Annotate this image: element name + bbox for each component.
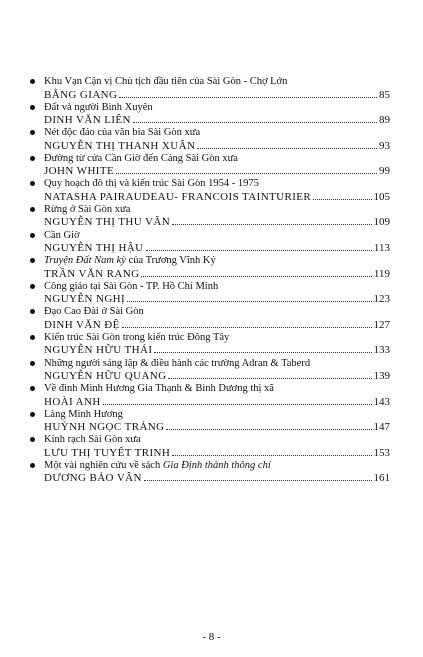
toc-entry-author-row — [44, 293, 390, 305]
toc-entry-page: 153 — [373, 446, 390, 459]
toc-entry-author-row — [44, 370, 390, 382]
dot-leader — [313, 199, 371, 200]
toc-entry-author: DINH VĂN LIÊN — [44, 114, 131, 127]
toc-entry — [30, 460, 390, 486]
toc-entry-page: 161 — [373, 472, 390, 485]
dot-leader — [166, 429, 371, 430]
bullet-icon — [30, 233, 35, 238]
toc-entry — [30, 204, 390, 230]
bullet-icon — [30, 284, 35, 289]
toc-entry-author-row — [44, 447, 390, 459]
toc-entry-title-row — [30, 102, 390, 114]
toc-entry-title-row — [30, 204, 390, 216]
toc-entry — [30, 102, 390, 128]
toc-entry — [30, 281, 390, 307]
toc-entry-title-rest: Một vài nghiên cứu về sách — [44, 459, 163, 471]
toc-entry — [30, 178, 390, 204]
toc-entry-title-row — [30, 409, 390, 421]
toc-entry-author-row — [44, 216, 390, 228]
toc-entry-author: NGUYỄN NGHỊ — [44, 293, 126, 306]
toc-entry-title-rest: của Trương Vĩnh Ký — [125, 255, 216, 267]
toc-entry-page: 105 — [373, 190, 390, 203]
toc-entry-title-row — [30, 281, 390, 293]
bullet-icon — [30, 258, 35, 263]
toc-entry-title: Rừng ở Sài Gòn xưa — [44, 203, 131, 215]
toc-entry-author-row — [44, 319, 390, 331]
toc-entry-title: Đường từ cửa Cần Giờ đến Cảng Sài Gòn xưa — [44, 152, 238, 164]
toc-entry-author: JOHN WHITE — [44, 165, 115, 178]
toc-entry-title-row — [30, 127, 390, 139]
toc-entry-author: LƯU THỊ TUYẾT TRINH — [44, 446, 171, 459]
toc-entry-author: NGUYỄN THỊ THANH XUÂN — [44, 139, 196, 152]
dot-leader — [103, 404, 372, 405]
toc-entry-title-row — [30, 332, 390, 344]
toc-entry-page: 93 — [379, 139, 390, 152]
bullet-icon — [30, 207, 35, 212]
toc-entry-author: NGUYỄN HỮU QUANG — [44, 370, 167, 383]
dot-leader — [141, 276, 371, 277]
toc-entry-title-italic: Truyện Đất Nam kỳ — [44, 255, 126, 267]
toc-entry-page: 127 — [373, 318, 390, 331]
bullet-icon — [30, 463, 35, 468]
toc-entry-title-row — [30, 255, 390, 267]
table-of-contents — [30, 76, 390, 486]
dot-leader — [133, 122, 377, 123]
toc-entry-title: Đạo Cao Đài ở Sài Gòn — [44, 306, 144, 318]
bullet-icon — [30, 105, 35, 110]
toc-entry-title-row — [30, 460, 390, 472]
toc-entry-title: Về đình Minh Hương Gia Thạnh & Bình Dương thị xã — [44, 383, 274, 395]
toc-entry-title: Quy hoạch đô thị và kiến trúc Sài Gòn 1954 - 1975 — [44, 178, 259, 190]
toc-entry-page: 89 — [379, 114, 390, 127]
bullet-icon — [30, 181, 35, 186]
toc-entry-author-row — [44, 396, 390, 408]
bullet-icon — [30, 130, 35, 135]
dot-leader — [154, 352, 371, 353]
toc-entry-title: Khu Vạn Cận vị Chủ tịch đầu tiên của Sài Gòn - Chợ Lớn — [44, 76, 288, 87]
bullet-icon — [30, 335, 35, 340]
toc-entry-title: Kiến trúc Sài Gòn trong kiến trúc Đông Tây — [44, 331, 230, 343]
toc-entry-page: 139 — [373, 370, 390, 383]
toc-entry-author-row — [44, 472, 390, 484]
toc-entry-author: NATASHA PAIRAUDEAU- FRANCOIS TAINTURIER — [44, 190, 312, 203]
toc-entry — [30, 230, 390, 256]
toc-entry-title-row — [30, 358, 390, 370]
dot-leader — [172, 224, 371, 225]
toc-entry-author-row — [44, 114, 390, 126]
toc-entry — [30, 409, 390, 435]
toc-entry — [30, 434, 390, 460]
toc-entry — [30, 332, 390, 358]
bullet-icon — [30, 437, 35, 442]
toc-entry-author-row — [44, 268, 390, 280]
toc-entry-author: DƯƠNG BẢO VÂN — [44, 472, 142, 485]
dot-leader — [168, 378, 371, 379]
bullet-icon — [30, 309, 35, 314]
toc-entry-author-row — [44, 191, 390, 203]
toc-entry-page: 123 — [373, 293, 390, 306]
bullet-icon — [30, 156, 35, 161]
toc-entry-page: 109 — [373, 216, 390, 229]
toc-entry-author-row — [44, 140, 390, 152]
toc-entry-author: DINH VĂN ĐỆ — [44, 318, 120, 331]
toc-entry — [30, 127, 390, 153]
bullet-icon — [30, 386, 35, 391]
toc-entry-page: 119 — [373, 267, 390, 280]
toc-entry-author: BẰNG GIANG — [44, 88, 118, 101]
toc-entry-page: 99 — [379, 165, 390, 178]
toc-entry-author-row — [44, 421, 390, 433]
toc-entry-title: Đất và người Bình Xuyên — [44, 101, 153, 113]
toc-entry-title-row — [30, 153, 390, 165]
toc-entry-title-row — [30, 178, 390, 190]
dot-leader — [119, 97, 377, 98]
toc-entry — [30, 358, 390, 384]
toc-entry-page: 85 — [379, 88, 390, 101]
dot-leader — [116, 173, 377, 174]
toc-entry-page: 133 — [373, 344, 390, 357]
toc-entry-title — [44, 460, 271, 472]
toc-entry-author-row — [44, 344, 390, 356]
toc-entry-title-row — [30, 306, 390, 318]
toc-entry-page: 147 — [373, 421, 390, 434]
toc-entry-author: HOÀI ANH — [44, 395, 101, 408]
toc-entry-title: Cần Giờ — [44, 229, 80, 241]
toc-entry — [30, 153, 390, 179]
toc-entry-title-italic: Gia Định thành thông chí — [162, 459, 271, 471]
toc-entry-author: NGUYỄN THỊ THU VÂN — [44, 216, 171, 229]
dot-leader — [122, 327, 372, 328]
dot-leader — [144, 480, 372, 481]
toc-entry-author-row — [44, 242, 390, 254]
toc-entry-title: Công giáo tại Sài Gòn - TP. Hồ Chí Minh — [44, 280, 219, 292]
bullet-icon — [30, 79, 35, 84]
toc-entry-author-row — [44, 165, 390, 177]
toc-entry-title: Những người sáng lập & điều hành các trường Adran & Taberd — [44, 357, 311, 369]
toc-entry-title-row — [30, 434, 390, 446]
toc-entry-title: Làng Minh Hương — [44, 408, 123, 420]
bullet-icon — [30, 412, 35, 417]
toc-entry-author-row — [44, 89, 390, 101]
toc-entry-author: TRẦN VĂN RANG — [44, 267, 140, 280]
toc-entry — [30, 383, 390, 409]
toc-entry-author: HUỲNH NGỌC TRẢNG — [44, 421, 165, 434]
toc-entry-title — [44, 255, 216, 267]
toc-entry-author: NGUYỄN HỮU THÁI — [44, 344, 153, 357]
toc-entry-page: 113 — [373, 242, 390, 255]
toc-entry — [30, 76, 390, 102]
toc-entry-title-row — [30, 76, 390, 88]
toc-entry-author: NGUYỄN THỊ HẬU — [44, 242, 144, 255]
bullet-icon — [30, 361, 35, 366]
toc-entry-title: Nét độc đáo của văn bia Sài Gòn xưa — [44, 127, 201, 139]
toc-entry — [30, 255, 390, 281]
dot-leader — [146, 250, 372, 251]
toc-entry-page: 143 — [373, 395, 390, 408]
dot-leader — [127, 301, 371, 302]
toc-entry-title: Kinh rạch Sài Gòn xưa — [44, 434, 141, 446]
dot-leader — [172, 455, 371, 456]
toc-entry-title-row — [30, 230, 390, 242]
toc-entry — [30, 306, 390, 332]
dot-leader — [197, 148, 377, 149]
page-number-footer: - 8 - — [202, 631, 221, 643]
toc-entry-title-row — [30, 383, 390, 395]
